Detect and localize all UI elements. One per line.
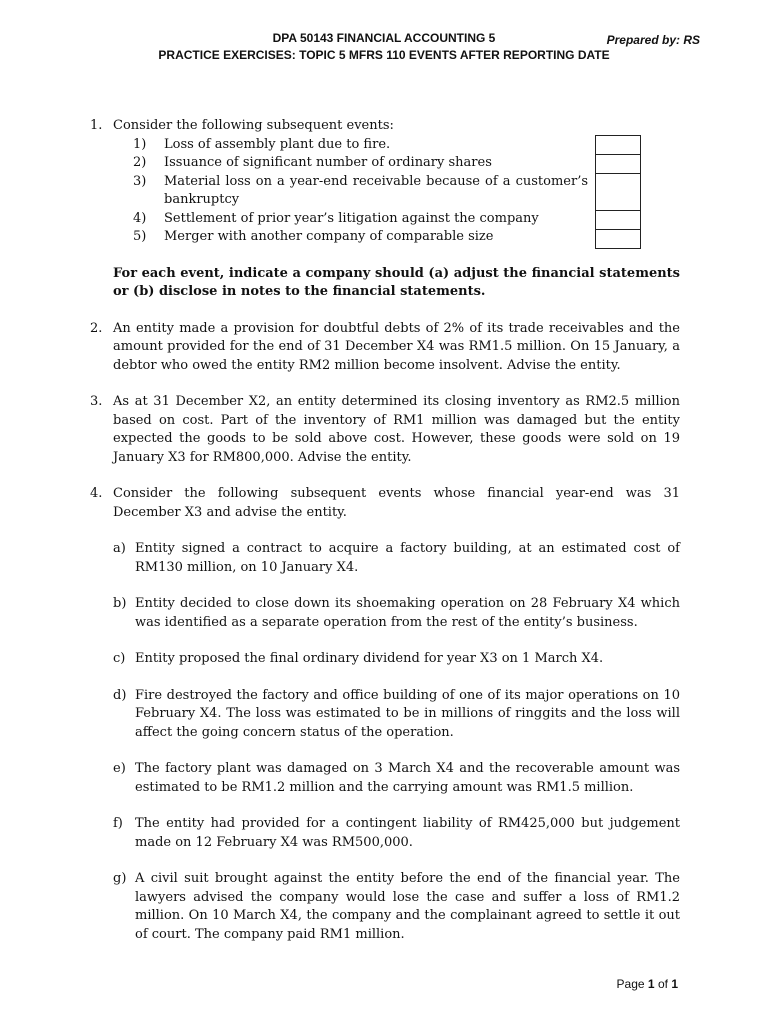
list-item <box>90 870 680 944</box>
event-text: Settlement of prior year’s litigation against the company <box>164 210 539 226</box>
event-text: Loss of assembly plant due to fire. <box>164 136 391 152</box>
list-item <box>113 173 588 210</box>
question-intro: Consider the following subsequent events: <box>113 118 394 133</box>
question-text: An entity made a provision for doubtful debts of 2% of its trade receivables and the amount provided for the end of 31 December X4 was RM1.5 million. On 15 January, a debtor who owed the entity RM2 million become insolvent. Advise the entity. <box>113 320 680 373</box>
event-text: Material loss on a year-end receivable because of a customer’s bankruptcy <box>164 173 588 207</box>
item-letter: e) <box>113 761 126 776</box>
list-item <box>90 687 680 743</box>
question-number: 4. <box>90 486 103 501</box>
item-letter: d) <box>113 687 127 703</box>
event-number: 4) <box>133 210 147 226</box>
page-total: 1 <box>671 977 678 991</box>
question-text: As at 31 December X2, an entity determined its closing inventory as RM2.5 million based on cost. Part of the inventory of RM1 million was damaged but the entity expected the goods to be sold above cost. However, these goods were sold on 19 January X3 for RM800,000. Advise the entity. <box>113 394 680 465</box>
question-instruction: For each event, indicate a company should (a) adjust the financial statements or (b) disclose in notes to the financial statements. <box>113 265 680 299</box>
answer-boxes <box>595 135 639 249</box>
question-intro: Consider the following subsequent events whose financial year-end was 31 December X3 and advise the entity. <box>113 486 680 520</box>
question-2 <box>90 320 680 376</box>
answer-box[interactable] <box>595 173 641 210</box>
answer-box[interactable] <box>595 210 641 229</box>
event-number: 5) <box>133 229 147 244</box>
course-title: DPA 50143 FINANCIAL ACCOUNTING 5 <box>272 31 496 45</box>
item-text: Entity proposed the final ordinary dividend for year X3 on 1 March X4. <box>135 651 604 666</box>
list-item <box>113 210 588 229</box>
item-text: A civil suit brought against the entity before the end of the financial year. The lawyers advised the company would lose the case and suffer a loss of RM1.2 million. On 10 March X4, the company and the complainant agreed to settle it out of court. The company paid RM1 million. <box>135 871 680 942</box>
item-letter: f) <box>113 816 123 831</box>
event-number: 1) <box>133 136 147 152</box>
item-text: Fire destroyed the factory and office building of one of its major operations on 10 February X4. The loss was estimated to be in millions of ringgits and the loss will affect the going concern status of the operation. <box>135 687 680 740</box>
page-word: Page <box>616 977 645 991</box>
question-3 <box>90 393 680 467</box>
page-current: 1 <box>647 977 655 991</box>
item-text: The entity had provided for a contingent liability of RM425,000 but judgement made on 12 February X4 was RM500,000. <box>135 816 680 850</box>
list-item <box>113 154 588 173</box>
event-list <box>113 136 588 247</box>
list-item <box>90 540 680 577</box>
question-1 <box>90 117 680 302</box>
event-text: Merger with another company of comparable size <box>164 229 494 244</box>
item-text: The factory plant was damaged on 3 March X4 and the recoverable amount was estimated to be RM1.2 million and the carrying amount was RM1.5 million. <box>135 761 680 795</box>
event-number: 2) <box>133 155 147 170</box>
question-number: 1. <box>90 118 103 133</box>
list-item <box>113 136 588 155</box>
document-body <box>90 117 680 944</box>
question-number: 3. <box>90 394 103 409</box>
page-footer <box>617 977 678 991</box>
question-4 <box>90 485 680 522</box>
answer-box[interactable] <box>595 154 641 173</box>
event-number: 3) <box>133 173 147 189</box>
question-number: 2. <box>90 320 103 336</box>
item-letter: b) <box>113 596 127 611</box>
item-text: Entity decided to close down its shoemaking operation on 28 February X4 which was identified as a separate operation from the rest of the entity’s business. <box>135 596 680 630</box>
answer-box[interactable] <box>595 135 641 154</box>
of-word: of <box>657 977 668 991</box>
prepared-by: Prepared by: RS <box>606 33 700 47</box>
item-letter: a) <box>113 541 126 556</box>
list-item <box>90 595 680 632</box>
event-text: Issuance of significant number of ordinary shares <box>164 155 492 170</box>
item-text: Entity signed a contract to acquire a factory building, at an estimated cost of RM130 million, on 10 January X4. <box>135 541 680 575</box>
item-letter: g) <box>113 871 127 886</box>
item-letter: c) <box>113 651 126 666</box>
exercise-title: PRACTICE EXERCISES: TOPIC 5 MFRS 110 EVENTS AFTER REPORTING DATE <box>158 48 610 62</box>
list-item <box>113 228 588 247</box>
list-item <box>90 760 680 797</box>
answer-box[interactable] <box>595 229 641 249</box>
list-item <box>90 815 680 852</box>
list-item <box>90 650 680 669</box>
